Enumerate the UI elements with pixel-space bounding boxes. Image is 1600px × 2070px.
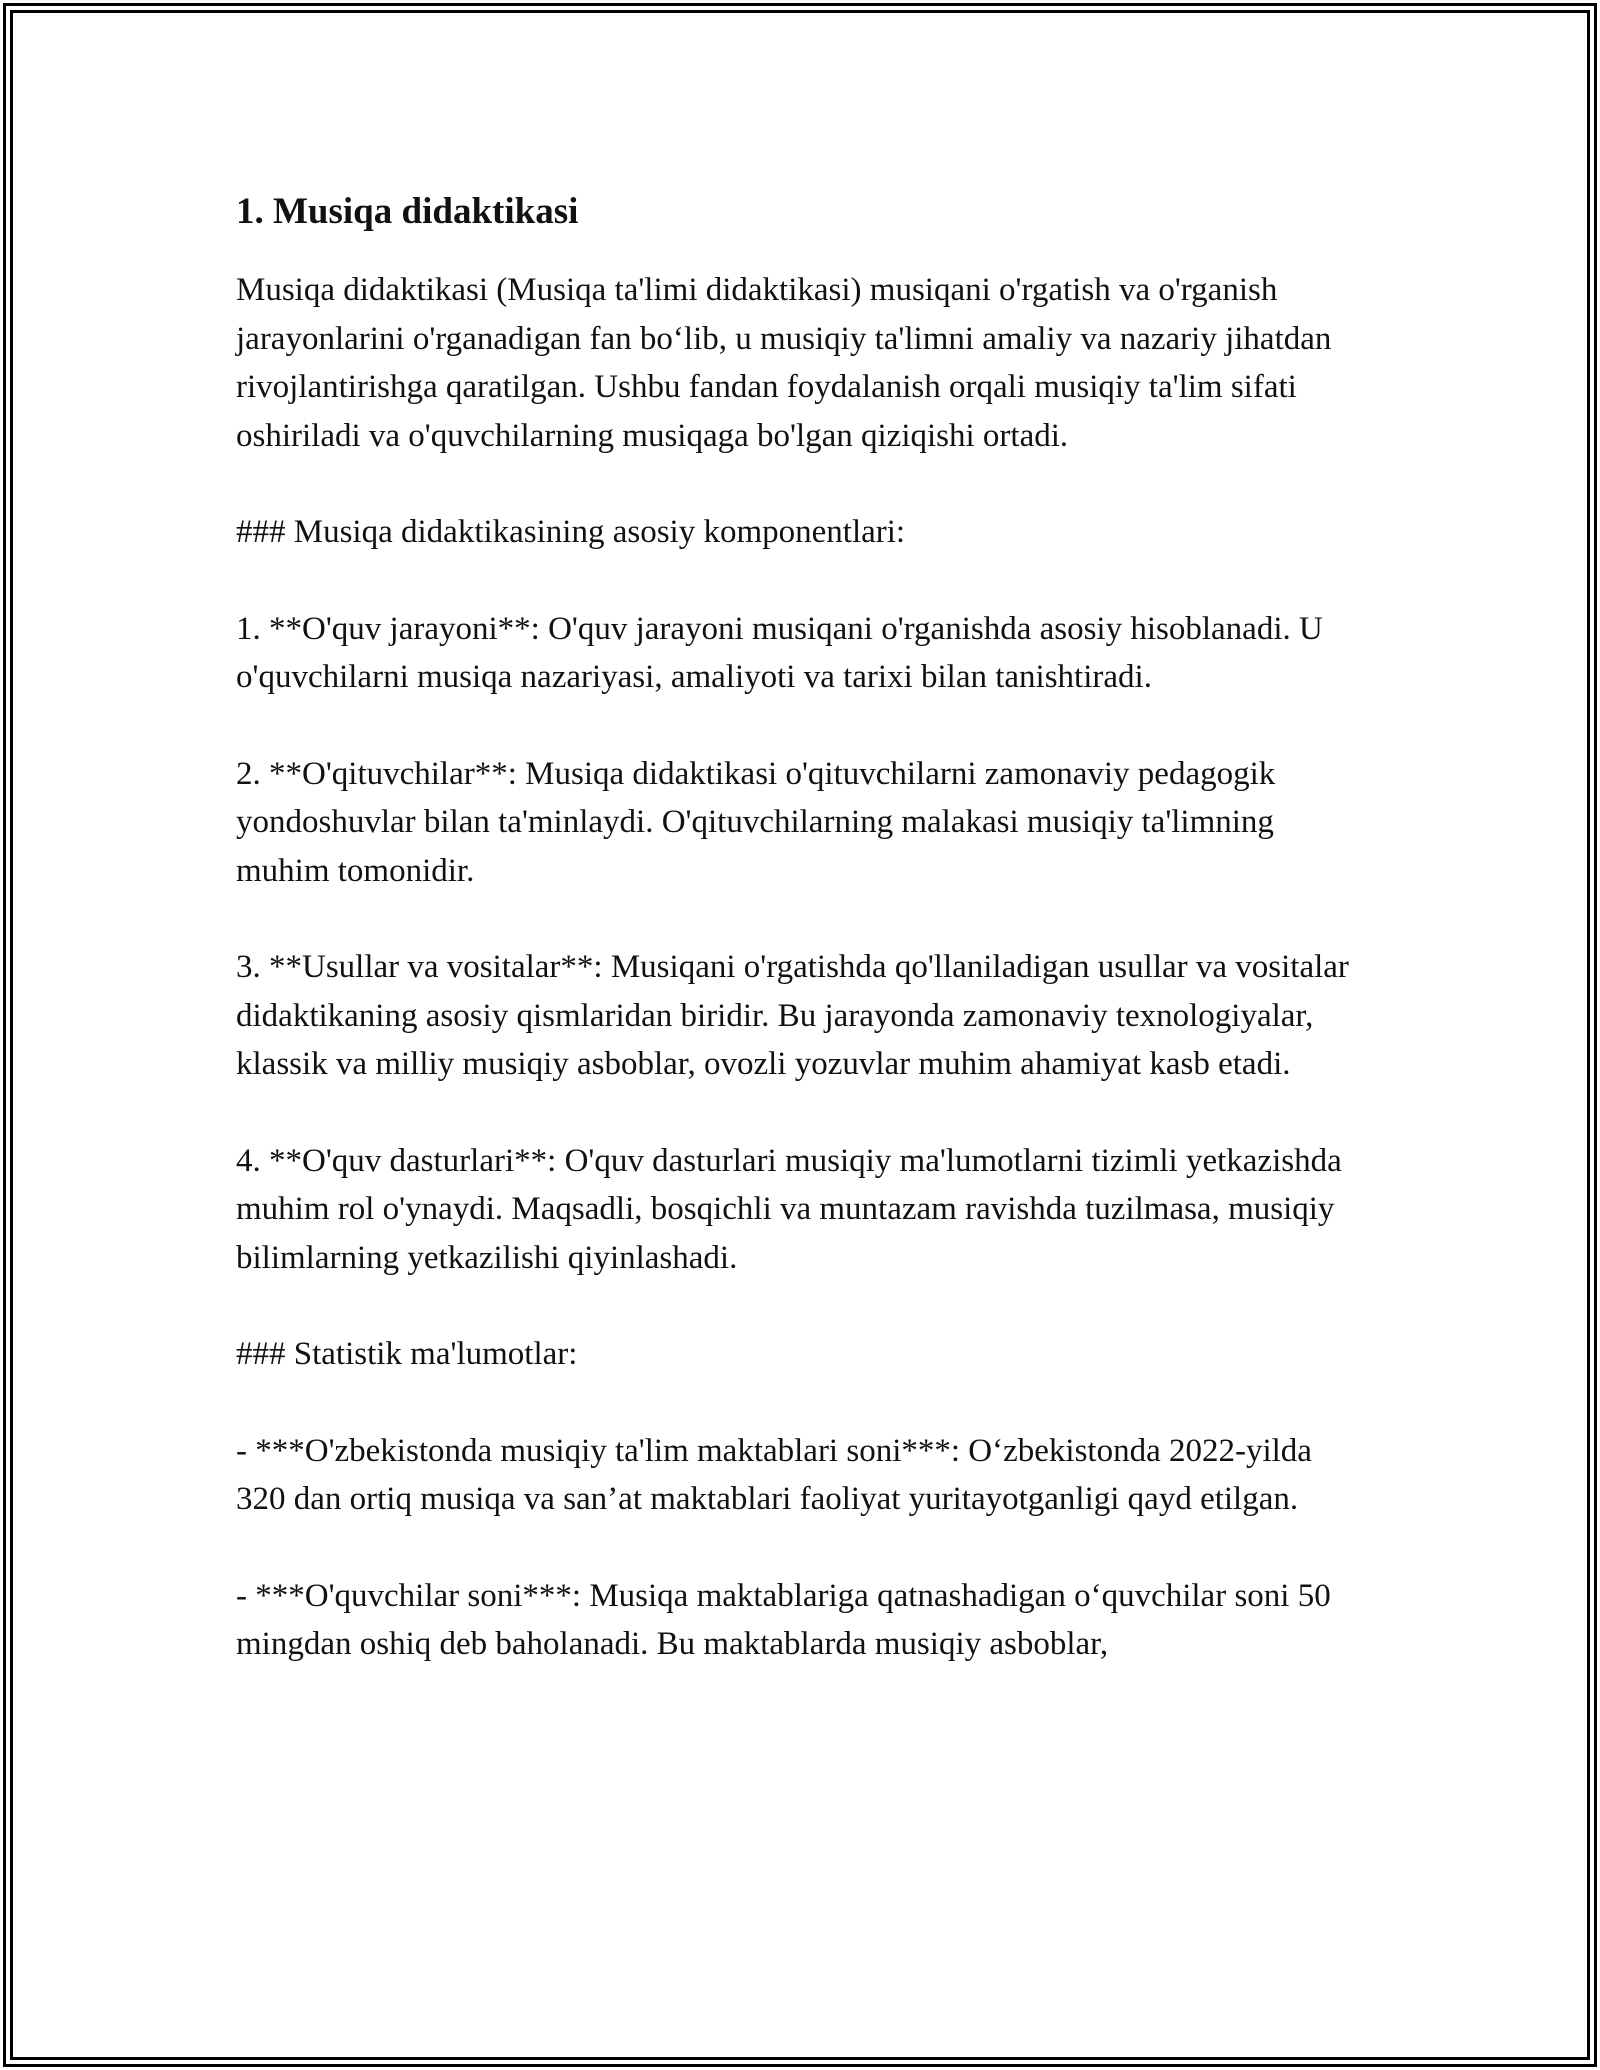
component-item-1: 1. **O'quv jarayoni**: O'quv jarayoni musiqani o'rganishda asosiy hisoblanadi. U o'quvchilarni musiqa nazariyasi, amaliyoti va tarixi bilan tanishtiradi. xyxy=(236,610,1323,695)
component-item-4: 4. **O'quv dasturlari**: O'quv dasturlari musiqiy ma'lumotlarni tizimli yetkazishda muhim rol o'ynaydi. Maqsadli, bosqichli va muntazam ravishda tuzilmasa, musiqiy bilimlarning yetkazilishi qiyinlashadi. xyxy=(236,1142,1342,1276)
components-heading: ### Musiqa didaktikasining asosiy komponentlari: xyxy=(236,514,906,550)
document-body xyxy=(236,188,1366,1717)
statistics-item-1: - ***O'zbekistonda musiqiy ta'lim maktablari soni***: O‘zbekistonda 2022-yilda 320 dan ortiq musiqa va san’at maktablari faoliyat yuritayotganligi qayd etilgan. xyxy=(236,1432,1312,1517)
statistics-heading: ### Statistik ma'lumotlar: xyxy=(236,1336,578,1372)
component-item-2: 2. **O'qituvchilar**: Musiqa didaktikasi o'qituvchilarni zamonaviy pedagogik yondoshuvlar bilan ta'minlaydi. O'qituvchilarning malakasi musiqiy ta'limning muhim tomonidir. xyxy=(236,755,1276,889)
statistics-item-2: - ***O'quvchilar soni***: Musiqa maktablariga qatnashadigan o‘quvchilar soni 50 mingdan oshiq deb baholanadi. Bu maktablarda musiqiy asboblar, xyxy=(236,1577,1331,1662)
component-item-3: 3. **Usullar va vositalar**: Musiqani o'rgatishda qo'llaniladigan usullar va vositalar didaktikaning asosiy qismlaridan biridir. Bu jarayonda zamonaviy texnologiyalar, klassik va milliy musiqiy asboblar, ovozli yozuvlar muhim ahamiyat kasb etadi. xyxy=(236,949,1349,1082)
document-title: 1. Musiqa didaktikasi xyxy=(236,191,579,232)
intro-paragraph: Musiqa didaktikasi (Musiqa ta'limi didaktikasi) musiqani o'rgatish va o'rganish jarayonlarini o'rganadigan fan bo‘lib, u musiqiy ta'limni amaliy va nazariy jihatdan rivojlantirishga qaratilgan. Ushbu fandan foydalanish orqali musiqiy ta'lim sifati oshiriladi va o'quvchilarning musiqaga bo'lgan qiziqishi ortadi. xyxy=(236,272,1332,454)
